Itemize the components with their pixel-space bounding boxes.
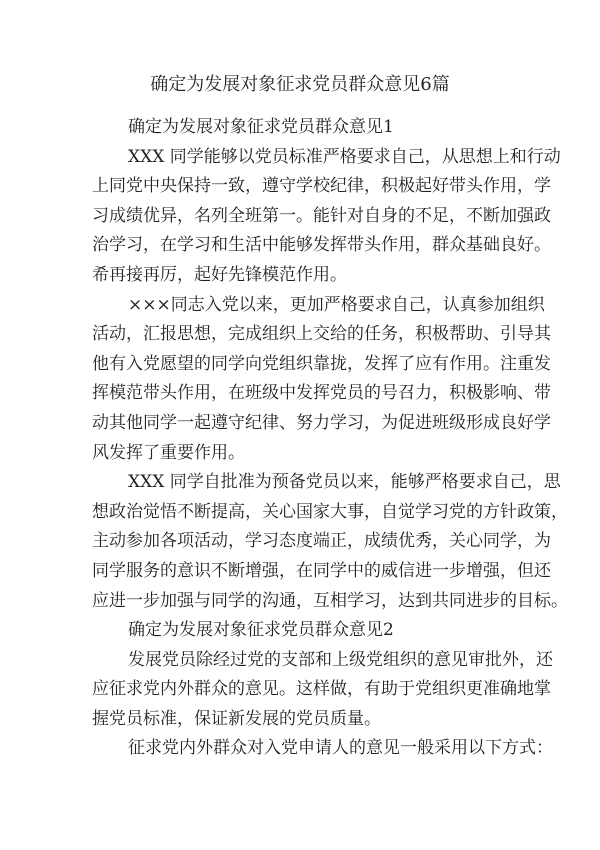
text-line: 应进一步加强与同学的沟通，互相学习，达到共同进步的目标。 [92, 590, 568, 611]
text-line: 他有入党愿望的同学向党组织靠拢，发挥了应有作用。注重发 [92, 353, 551, 374]
paragraph [92, 734, 553, 764]
text-line: XXX 同学能够以党员标准严格要求自己，从思想上和行动 [128, 146, 561, 167]
text-line: XXX 同学自批准为预备党员以来，能够严格要求自己，思 [128, 472, 561, 493]
text-line: 同学服务的意识不断增强，在同学中的威信进一步增强，但还 [92, 560, 551, 581]
text-line: 应征求党内外群众的意见。这样做，有助于党组织更准确地掌 [92, 679, 551, 700]
paragraph [92, 291, 551, 469]
document-title: 确定为发展对象征求党员群众意见6篇 [150, 74, 450, 95]
text-line: 主动参加各项活动，学习态度端正，成绩优秀，关心同学，为 [92, 531, 551, 552]
text-line: 确定为发展对象征求党员群众意见1 [128, 117, 394, 137]
text-line: 上同党中央保持一致，遵守学校纪律，积极起好带头作用，学 [92, 176, 551, 197]
text-line: 动其他同学一起遵守纪律、努力学习，为促进班级形成良好学 [92, 412, 551, 433]
paragraph [92, 143, 561, 291]
document-body [92, 113, 568, 764]
paragraph [92, 646, 553, 735]
text-line: 希再接再厉，起好先锋模范作用。 [92, 264, 347, 285]
text-line: 活动，汇报思想，完成组织上交给的任务，积极帮助、引导其 [92, 324, 551, 345]
text-line: 治学习，在学习和生活中能够发挥带头作用，群众基础良好。 [92, 235, 551, 256]
text-line: 想政治觉悟不断提高，关心国家大事，自觉学习党的方针政策， [92, 501, 568, 522]
text-line: 习成绩优异，名列全班第一。能针对自身的不足，不断加强政 [92, 205, 551, 226]
text-line: 征求党内外群众对入党申请人的意见一般采用以下方式： [128, 738, 553, 759]
text-line: ×××同志入党以来，更加严格要求自己，认真参加组织 [128, 294, 545, 315]
text-line: 握党员标准，保证新发展的党员质量。 [92, 708, 381, 729]
text-line: 确定为发展对象征求党员群众意见2 [128, 620, 394, 641]
text-line: 挥模范带头作用，在班级中发挥党员的号召力，积极影响、带 [92, 383, 551, 404]
text-line: 风发挥了重要作用。 [92, 442, 245, 463]
text-line: 发展党员除经过党的支部和上级党组织的意见审批外，还 [128, 649, 553, 670]
paragraph [92, 468, 568, 616]
section-heading [92, 113, 510, 143]
section-heading [92, 616, 510, 646]
